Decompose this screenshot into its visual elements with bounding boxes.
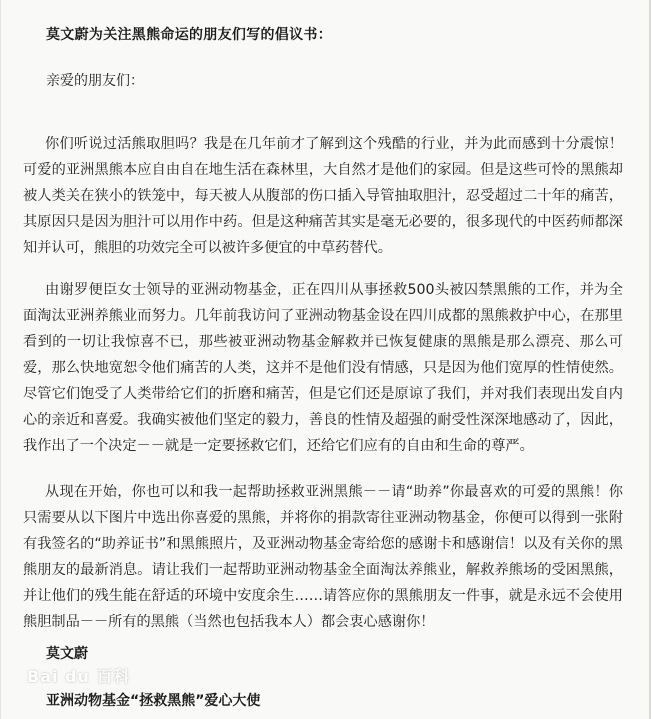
letter-title: 莫文蔚为关注黑熊命运的朋友们写的倡议书： [46, 27, 332, 43]
baidu-watermark-logo: Bai du 百科 [27, 667, 131, 686]
paragraph-2: 由谢罗便臣女士领导的亚洲动物基金，正在四川从事拯救500头被囚禁黑熊的工作，并为全面淘汰亚洲养熊业而努力。几年前我访问了亚洲动物基金设在四川成都的黑熊救护中心，在那里看到的一切让我惊喜不已，那些被亚洲动物基金解救并已恢复健康的黑熊是那么漂亮、那么可爱，那么快地宽恕令他们痛苦的人类，这并不是他们没有情感，只是因为他们宽厚的性情使然。尽管它们饱受了人类带给它们的折磨和痛苦，但是它们还是原谅了我们，并对我们表现出发自内心的亲近和喜爱。我确实被他们坚定的毅力，善良的性情及超强的耐受性深深地感动了，因此，我作出了一个决定－－就是一定要拯救它们，还给它们应有的自由和生命的尊严。 [23, 282, 623, 455]
salutation: 亲爱的朋友们： [46, 73, 144, 89]
signature-title: 亚洲动物基金“拯救黑熊”爱心大使 [46, 693, 261, 709]
paragraph-3: 从现在开始，你也可以和我一起帮助拯救亚洲黑熊－－请“助养”你最喜欢的可爱的黑熊！你只需要从以下图片中选出你喜爱的黑熊，并将你的捐款寄往亚洲动物基金，你便可以得到一张附有我签名的“助养证书”和黑熊照片，及亚洲动物基金寄给您的感谢卡和感谢信！以及有关你的黑熊朋友的最新消息。请让我们一起帮助亚洲动物基金全面淘汰养熊业，解救养熊场的受困黑熊，并让他们的残生能在舒适的环境中安度余生……请答应你的黑熊朋友一件事，就是永远不会使用熊胆制品－－所有的黑熊（当然也包括我本人）都会衷心感谢你！ [23, 484, 623, 631]
signature-name: 莫文蔚 [46, 646, 88, 662]
paragraph-1: 你们听说过活熊取胆吗？我是在几年前才了解到这个残酷的行业，并为此而感到十分震惊！可爱的亚洲黑熊本应自由自在地生活在森林里，大自然才是他们的家园。但是这些可怜的黑熊却被人类关在狭小的铁笼中，每天被人从腹部的伤口插入导管抽取胆汁，忍受超过二十年的痛苦，其原因只是因为胆汁可以用作中药。但是这种痛苦其实是毫无必要的，很多现代的中医药师都深知并认可，熊胆的功效完全可以被许多便宜的中草药替代。 [23, 136, 623, 257]
